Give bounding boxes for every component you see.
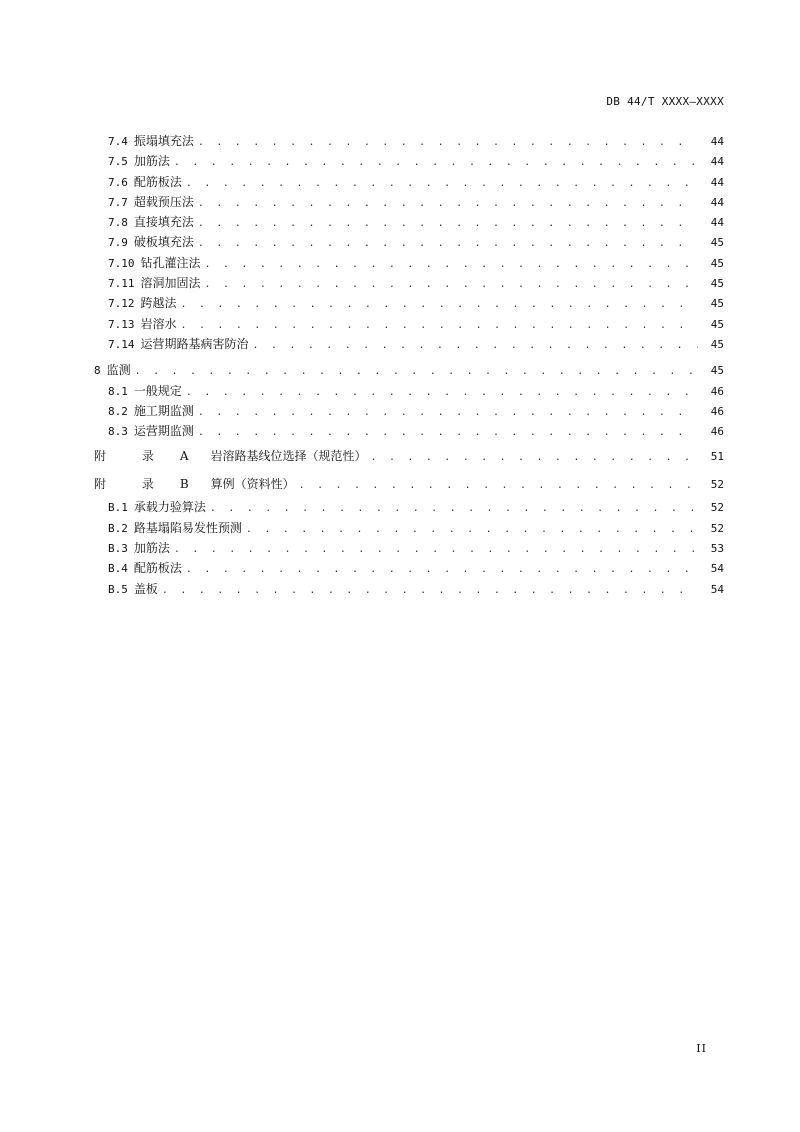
- toc-title: 直接填充法: [133, 215, 194, 230]
- toc-entry-7-9[interactable]: [0, 232, 800, 252]
- toc-number: 7.5: [108, 155, 128, 169]
- toc-leader-dots: [181, 316, 698, 336]
- toc-entry-b-5[interactable]: [0, 579, 800, 599]
- toc-number: 8.1: [108, 384, 128, 398]
- toc-number: 7.9: [108, 236, 128, 250]
- toc-leader-dots: [205, 275, 698, 295]
- toc-entry-7-12[interactable]: [0, 293, 800, 313]
- toc-entry-7-5[interactable]: [0, 151, 800, 171]
- toc-title: 溶洞加固法: [140, 276, 201, 291]
- toc-number: 7.6: [108, 175, 128, 189]
- toc-leader-dots: [299, 473, 698, 498]
- toc-title: 一般规定: [133, 383, 182, 398]
- toc-leader-dots: [198, 194, 698, 214]
- toc-leader-dots: [198, 234, 698, 254]
- toc-title: 振塌填充法: [133, 134, 194, 148]
- toc-page-number: 44: [710, 216, 724, 230]
- toc-title: 钻孔灌注法: [140, 255, 201, 270]
- toc-leader-dots: [186, 383, 698, 403]
- toc-number: 7.10: [108, 256, 135, 270]
- toc-number: 7.11: [108, 277, 135, 291]
- toc-number: B.2: [108, 521, 128, 535]
- toc-leader-dots: [174, 540, 698, 560]
- toc-page-number: 44: [710, 195, 724, 209]
- toc-page-number: 44: [710, 155, 724, 169]
- toc-page-number: 45: [710, 256, 724, 270]
- toc-leader-dots: [246, 520, 698, 540]
- toc-page-number: 54: [710, 562, 724, 576]
- toc-title: 加筋法: [133, 541, 170, 556]
- toc-page-number: 52: [710, 521, 724, 535]
- toc-entry-7-14[interactable]: [0, 334, 800, 354]
- toc-number: 7.4: [108, 135, 128, 148]
- toc-title: 岩溶水: [140, 316, 177, 331]
- toc-title: 配筋板法: [133, 174, 182, 189]
- toc-number: 7.7: [108, 195, 128, 209]
- toc-entry-8-2[interactable]: [0, 401, 800, 421]
- toc-entry-7-10[interactable]: [0, 253, 800, 273]
- toc-page-number: 45: [710, 317, 724, 331]
- toc-page-number: 44: [710, 135, 724, 148]
- toc-number: B.1: [108, 501, 128, 515]
- toc-page-number: 53: [710, 542, 724, 556]
- toc-entry-8-1[interactable]: [0, 381, 800, 401]
- toc-number: 8.3: [108, 425, 128, 439]
- toc-page-number: 46: [710, 404, 724, 418]
- toc-entry-b-2[interactable]: [0, 518, 800, 538]
- toc-entry-7-4[interactable]: [0, 131, 800, 151]
- toc-leader-dots: [174, 153, 698, 173]
- toc-title: 施工期监测: [133, 403, 194, 418]
- toc-title: 运营期监测: [133, 424, 194, 439]
- toc-number: B.5: [108, 582, 128, 596]
- toc-number: 8.2: [108, 404, 128, 418]
- toc-leader-dots: [135, 362, 698, 382]
- toc-number: 7.13: [108, 317, 135, 331]
- toc-leader-dots: [186, 174, 698, 194]
- toc-entry-7-13[interactable]: [0, 314, 800, 334]
- toc-page-number: 45: [710, 297, 724, 311]
- toc-title: 承载力验算法: [133, 500, 206, 515]
- toc-title: 岩溶路基线位选择（规范性）: [210, 449, 367, 464]
- toc-leader-dots: [210, 499, 698, 519]
- toc-title: 配筋板法: [133, 561, 182, 576]
- toc-leader-dots: [371, 445, 698, 470]
- toc-title: 加筋法: [133, 154, 170, 169]
- toc-title: 监测: [106, 363, 131, 378]
- appendix-letter: B: [179, 477, 189, 492]
- toc-entry-b-1[interactable]: [0, 497, 800, 517]
- toc-page-number: 51: [710, 450, 724, 464]
- toc-entry-appendix-a[interactable]: [0, 444, 800, 469]
- toc-entry-7-11[interactable]: [0, 273, 800, 293]
- toc-title: 路基塌陷易发性预测: [133, 520, 242, 535]
- toc-page-number: 45: [710, 277, 724, 291]
- toc-title: 运营期路基病害防治: [140, 336, 249, 351]
- toc-page-number: 44: [710, 175, 724, 189]
- toc-page-number: 46: [710, 425, 724, 439]
- toc-number: B.4: [108, 562, 128, 576]
- appendix-prefix: 附 录: [94, 449, 170, 464]
- toc-page-number: 52: [710, 501, 724, 515]
- toc-entry-7-8[interactable]: [0, 212, 800, 232]
- toc-entry-chapter-8[interactable]: [0, 360, 800, 380]
- toc-page-number: 54: [710, 582, 724, 596]
- toc-number: 7.14: [108, 337, 135, 351]
- toc-number: B.3: [108, 542, 128, 556]
- toc-title: 破板填充法: [133, 235, 194, 250]
- toc-entry-7-7[interactable]: [0, 192, 800, 212]
- appendix-prefix: 附 录: [94, 477, 170, 492]
- appendix-letter: A: [179, 449, 189, 464]
- toc-page-number: 46: [710, 384, 724, 398]
- toc-entry-b-4[interactable]: [0, 558, 800, 578]
- toc-leader-dots: [198, 403, 698, 423]
- document-code-header: DB 44/T XXXX—XXXX: [606, 95, 724, 108]
- toc-leader-dots: [198, 133, 698, 153]
- toc-leader-dots: [186, 560, 698, 580]
- toc-entry-8-3[interactable]: [0, 421, 800, 441]
- toc-title: 超载预压法: [133, 194, 194, 209]
- toc-leader-dots: [198, 423, 698, 443]
- toc-leader-dots: [253, 336, 698, 356]
- toc-entry-b-3[interactable]: [0, 538, 800, 558]
- table-of-contents: [0, 131, 800, 599]
- toc-leader-dots: [162, 581, 698, 601]
- toc-page-number: 45: [710, 337, 724, 351]
- toc-leader-dots: [181, 295, 698, 315]
- toc-entry-7-6[interactable]: [0, 172, 800, 192]
- toc-title: 跨越法: [140, 296, 177, 311]
- toc-leader-dots: [198, 214, 698, 234]
- toc-page-number: 45: [710, 236, 724, 250]
- toc-entry-appendix-b[interactable]: [0, 472, 800, 497]
- toc-number: 8: [94, 364, 101, 378]
- toc-page-number: 52: [710, 478, 724, 492]
- page-number-footer: II: [696, 1042, 707, 1055]
- toc-title: 盖板: [133, 581, 158, 596]
- toc-title: 算例（资料性）: [210, 477, 295, 492]
- toc-page-number: 45: [710, 364, 724, 378]
- toc-number: 7.12: [108, 297, 135, 311]
- toc-leader-dots: [205, 255, 698, 275]
- toc-number: 7.8: [108, 216, 128, 230]
